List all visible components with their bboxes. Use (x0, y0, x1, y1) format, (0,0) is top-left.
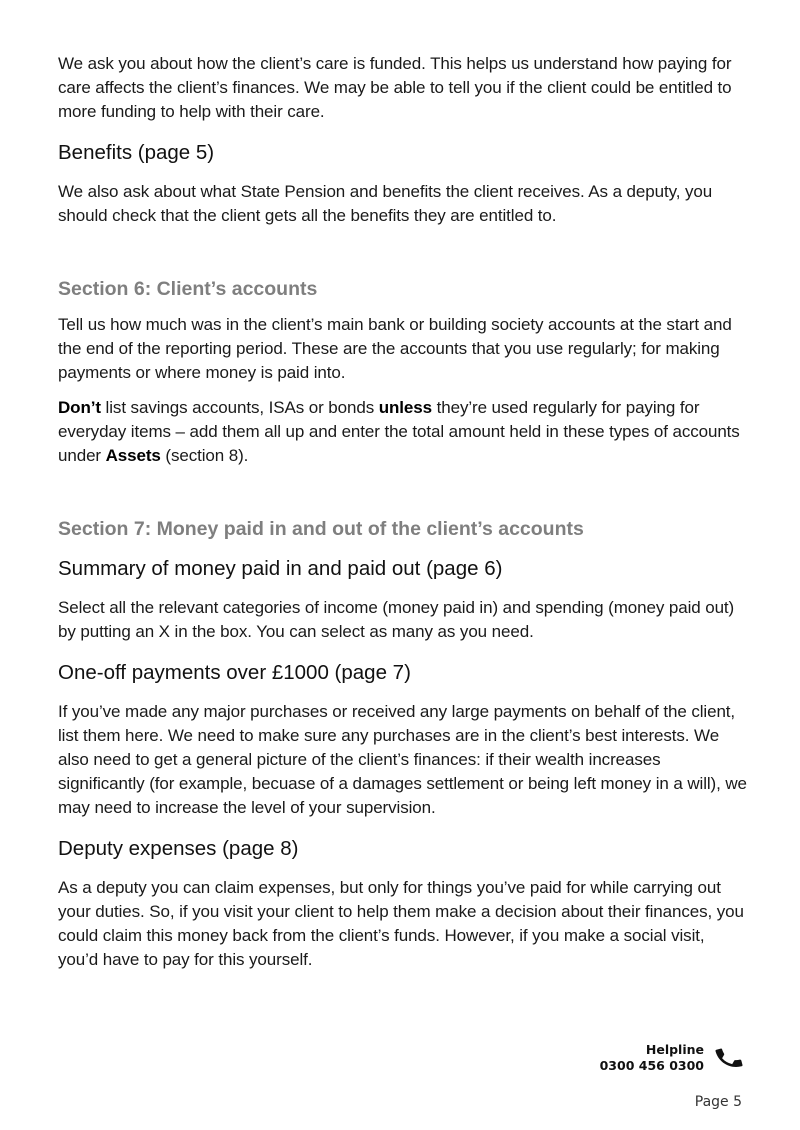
unless-emphasis: unless (378, 398, 432, 417)
intro-paragraph: We ask you about how the client’s care is funded. This helps us understand how paying for care affects the client’s finances. We may be able to tell you if the client could be entitled to more funding to help with their care. (58, 54, 732, 121)
assets-emphasis: Assets (105, 446, 161, 465)
helpline-text (600, 1042, 704, 1074)
page-number: Page 5 (694, 1094, 742, 1110)
helpline-number: 0300 456 0300 (599, 1058, 704, 1073)
deputy-expenses-heading: Deputy expenses (page 8) (58, 837, 299, 860)
para2-text-2: they’re used regularly for paying for everyday items – add them all up and enter the total amount held in these types of accounts under (58, 398, 740, 465)
phone-icon (714, 1043, 744, 1073)
summary-paragraph: Select all the relevant categories of income (money paid in) and spending (money paid out) by putting an X in the box. You can select as many as you need. (58, 598, 735, 641)
section-7-heading: Section 7: Money paid in and out of the client’s accounts (58, 518, 584, 540)
para2-text-3: (section 8). (160, 446, 249, 465)
deputy-expenses-paragraph: As a deputy you can claim expenses, but only for things you’ve paid for while carrying out your duties. So, if you visit your client to help them make a decision about their finances, you could claim this money back from the client’s funds. However, if you make a social visit, you’d have to pay for this yourself. (58, 878, 744, 969)
para2-text-1: list savings accounts, ISAs or bonds (100, 398, 379, 417)
helpline-label: Helpline (645, 1042, 704, 1057)
helpline-block (600, 1042, 744, 1074)
section-6-paragraph-2 (58, 396, 748, 468)
one-off-payments-paragraph: If you’ve made any major purchases or received any large payments on behalf of the client, list them here. We need to make sure any purchases are in the client’s best interests. We also need to get a general picture of the client’s finances: if their wealth increases significantly (for example, becuase of a damages settlement or being left money in a will), we may need to increase the level of your supervision. (58, 702, 747, 817)
dont-emphasis: Don’t (58, 398, 101, 417)
document-body (58, 52, 748, 972)
section-6-paragraph-1: Tell us how much was in the client’s main bank or building society accounts at the start and the end of the reporting period. These are the accounts that you use regularly; for making payments or where money is paid into. (58, 315, 732, 382)
summary-heading: Summary of money paid in and paid out (page 6) (58, 557, 503, 580)
section-6-heading: Section 6: Client’s accounts (58, 278, 318, 300)
benefits-heading: Benefits (page 5) (58, 141, 215, 164)
one-off-payments-heading: One-off payments over £1000 (page 7) (58, 661, 411, 684)
benefits-paragraph: We also ask about what State Pension and benefits the client receives. As a deputy, you should check that the client gets all the benefits they are entitled to. (58, 182, 713, 225)
